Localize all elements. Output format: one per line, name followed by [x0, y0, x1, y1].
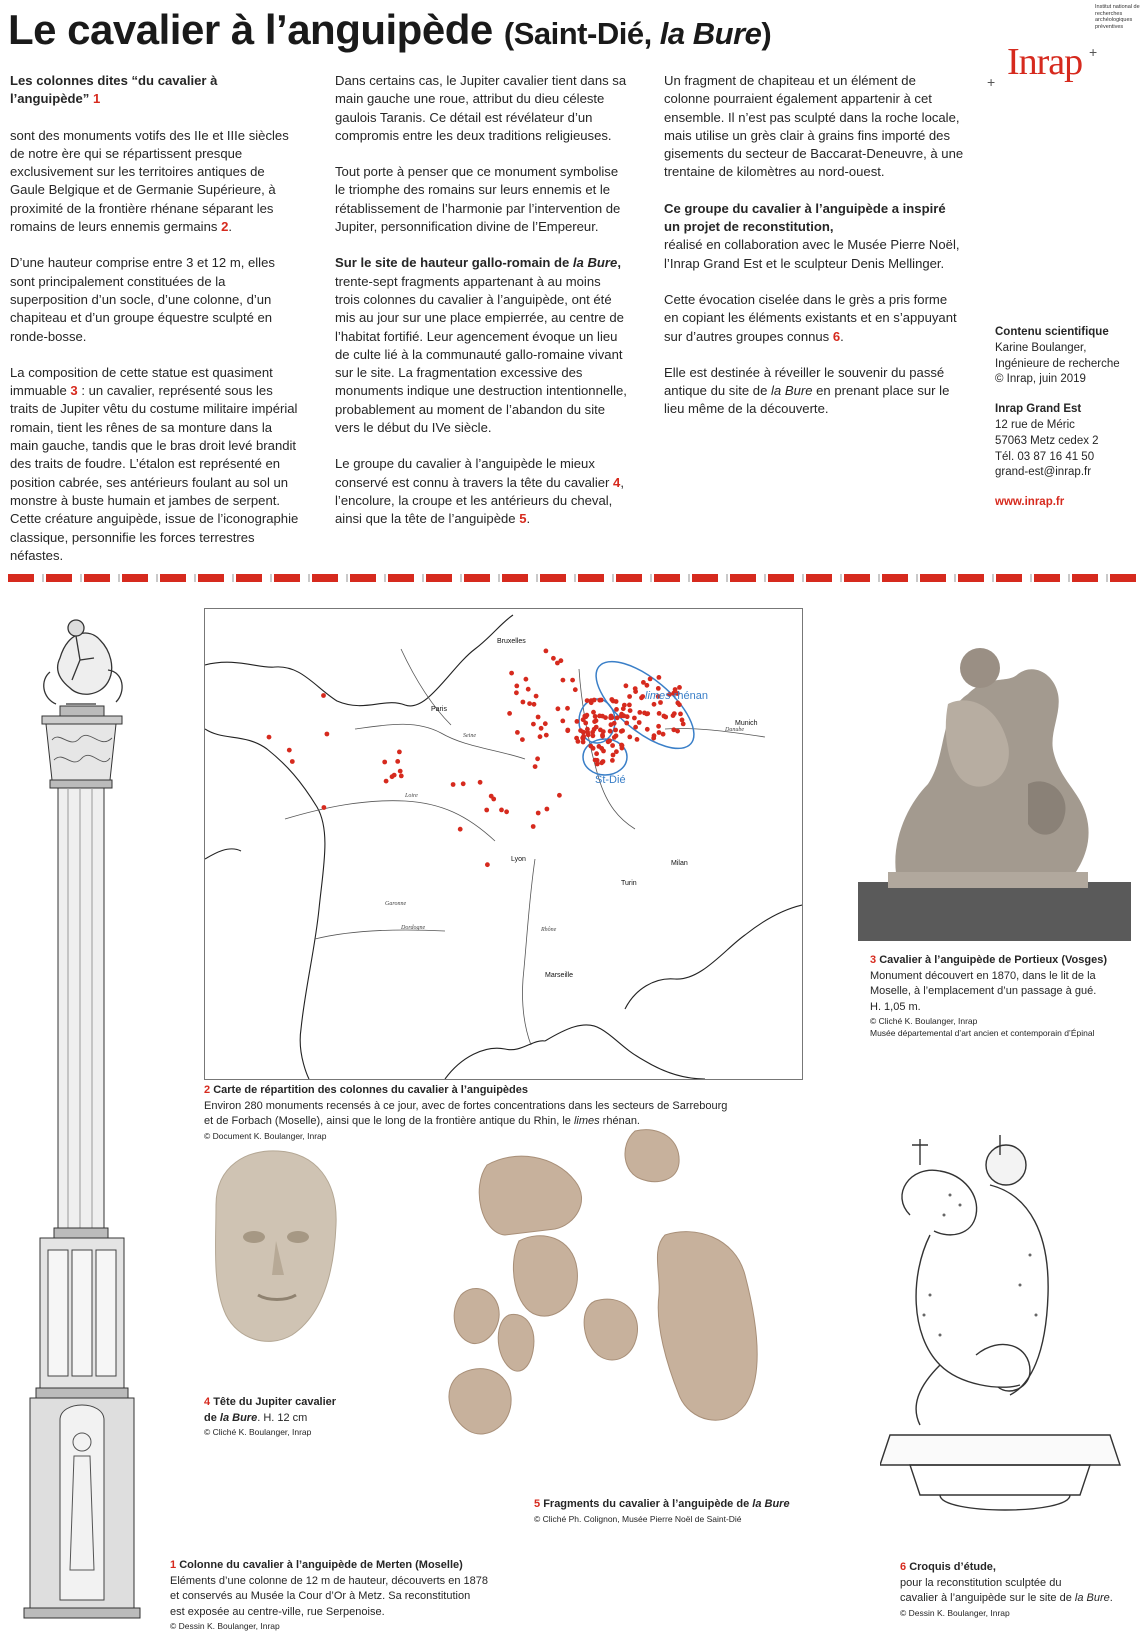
title-location: (Saint-Dié, la Bure)	[503, 16, 772, 51]
column-drawing	[20, 610, 142, 1620]
find-spot-dot	[539, 726, 544, 731]
find-spot-dot	[601, 759, 606, 764]
coastline	[445, 1041, 545, 1079]
find-spot-dot	[624, 721, 629, 726]
text-column-3	[664, 72, 964, 437]
find-spot-dot	[625, 714, 630, 719]
find-spot-dot	[514, 684, 519, 689]
find-spot-dot	[627, 735, 632, 740]
map-city-label: Marseille	[545, 972, 574, 979]
paragraph: Sur le site de hauteur gallo-romain de la Bure, trente-sept fragments appartenant à au moins trois colonnes du cavalier à l’anguipède, ont été mis au jour sur une place empierrée, au centre de l’habitat fortifié. Leur agencement évoque un lieu de culte lié à la communauté gallo-romaine vivant sur le site. La fragmentation excessive des monuments indique une destruction intentionnelle, probablement au moment de l’abandon du site vers le début du IVe siècle.	[335, 255, 627, 436]
find-spot-dot	[613, 728, 618, 733]
find-spot-dot	[609, 714, 614, 719]
map-river-label: Rhône	[541, 927, 557, 933]
find-spot-dot	[561, 678, 566, 683]
find-spot-dot	[624, 683, 629, 688]
logo-tagline: Institut national de recherches archéologiques préventives	[1095, 4, 1140, 30]
find-spot-dot	[642, 711, 647, 716]
find-spot-dot	[570, 678, 575, 683]
find-spot-dot	[565, 706, 570, 711]
find-spot-dot	[555, 661, 560, 666]
contact-address: Inrap Grand Est 12 rue de Méric 57063 Metz cedex 2 Tél. 03 87 16 41 50 grand-est@inrap.fr	[995, 403, 1099, 479]
find-spot-dot	[581, 730, 586, 735]
find-spot-dot	[661, 732, 666, 737]
find-spot-dot	[509, 671, 514, 676]
find-spot-dot	[652, 702, 657, 707]
title-main: Le cavalier à l’anguipède	[8, 6, 493, 53]
find-spot-dot	[533, 764, 538, 769]
find-spot-dot	[395, 759, 400, 764]
paragraph: Ce groupe du cavalier à l’anguipède a inspiré un projet de reconstitution, réalisé en collaboration avec le Musée Pierre Noël, l’Inrap Grand Est et le sculpteur Denis Mellinger.	[664, 200, 960, 271]
map-city-label: Munich	[735, 720, 758, 727]
limes-label: limes rhénan	[645, 690, 708, 702]
find-spot-dot	[534, 694, 539, 699]
map-city-label: Paris	[431, 706, 447, 713]
find-spot-dot	[521, 700, 526, 705]
find-spot-dot	[538, 734, 543, 739]
find-spot-dot	[671, 727, 676, 732]
caption-fragments: 5 Fragments du cavalier à l’anguipède de la Bure © Cliché Ph. Colignon, Musée Pierre Noël de Saint-Dié	[534, 1498, 790, 1524]
scientific-credit: Contenu scientifique Karine Boulanger, Ingénieure de recherche © Inrap, juin 2019	[995, 326, 1120, 386]
find-spot-dot	[322, 805, 327, 810]
find-spot-dot	[609, 697, 614, 702]
find-spot-dot	[585, 730, 590, 735]
find-spot-dot	[520, 737, 525, 742]
find-spot-dot	[645, 727, 650, 732]
map-river-label: Garonne	[385, 901, 407, 907]
find-spot-dot	[633, 725, 638, 730]
find-spot-dot	[592, 719, 597, 724]
inrap-logo	[985, 4, 1140, 94]
map-river-label: Loire	[405, 793, 418, 799]
caption-portieux: 3 Cavalier à l’anguipède de Portieux (Vosges) Monument découvert en 1870, dans le lit de la Moselle, à l’emplacement d’un passage à gué. H. 1,05 m. © Cliché K. Boulanger, Inrap Musée départemental d’art ancien et contemporain d’Épinal	[870, 954, 1107, 1038]
find-spot-dot	[628, 708, 633, 713]
intro-heading: Les colonnes dites “du cavalier à l’anguipède” 1	[10, 73, 218, 107]
paragraph: D’une hauteur comprise entre 3 et 12 m, elles sont principalement constituées de la superposition d’un socle, d’une colonne, d’un chapiteau et d’un groupe équestre sculpté en ronde-bosse.	[10, 255, 275, 344]
find-spot-dot	[545, 807, 550, 812]
find-spot-dot	[594, 751, 599, 756]
find-spot-dot	[615, 715, 620, 720]
find-spot-dot	[382, 760, 387, 765]
map-city-label: Milan	[671, 860, 688, 867]
find-spot-dot	[633, 689, 638, 694]
find-spot-dot	[575, 719, 580, 724]
river-line	[355, 724, 525, 759]
study-sketch	[880, 1135, 1130, 1535]
plus-mark-icon: +	[1089, 44, 1098, 60]
find-spot-dot	[290, 759, 295, 764]
find-spot-dot	[598, 728, 603, 733]
email-link[interactable]: grand-est@inrap.fr	[995, 466, 1092, 479]
find-spot-dot	[557, 793, 562, 798]
find-spot-dot	[556, 706, 561, 711]
find-spot-dot	[504, 809, 509, 814]
paragraph: La composition de cette statue est quasiment immuable 3 : un cavalier, représenté sous les traits de Jupiter vêtu du costume militaire impérial romain, tient les rênes de sa monture dans la main gauche, tandis que le bras droit levé brandit des traits de foudre. L’étalon est représenté en position cabrée, ses antérieurs foulant au sol un monstre à buste humain et jambes de serpent. Cette créature anguipède, issue de l’iconographie classique, personnifie les forces terrestres néfastes.	[10, 364, 299, 563]
find-spot-dot	[531, 722, 536, 727]
find-spot-dot	[581, 734, 586, 739]
find-spot-dot	[574, 736, 579, 741]
paragraph: Dans certains cas, le Jupiter cavalier tient dans sa main gauche une roue, attribut du dieu céleste gaulois Taranis. Ce détail est révélateur d’un compromis entre les deux traditions religieuses.	[335, 73, 627, 143]
find-spot-dot	[484, 808, 489, 813]
find-spot-dot	[614, 707, 619, 712]
river-line	[315, 930, 445, 939]
find-spot-dot	[614, 749, 619, 754]
find-spot-dot	[591, 710, 596, 715]
find-spot-dot	[672, 711, 677, 716]
plus-mark-icon: +	[987, 74, 996, 90]
find-spot-dot	[593, 714, 598, 719]
find-spot-dot	[287, 748, 292, 753]
find-spot-dot	[397, 750, 402, 755]
find-spot-dot	[619, 714, 624, 719]
find-spot-dot	[612, 735, 617, 740]
find-spot-dot	[536, 811, 541, 816]
caption-sketch: 6 Croquis d’étude, pour la reconstitution sculptée du cavalier à l’anguipède sur le site de la Bure. © Dessin K. Boulanger, Inrap	[900, 1561, 1113, 1618]
find-spot-dot	[663, 715, 668, 720]
find-spot-dot	[620, 746, 625, 751]
find-spot-dot	[600, 714, 605, 719]
find-spot-dot	[551, 656, 556, 661]
find-spot-dot	[635, 737, 640, 742]
find-spot-dot	[515, 730, 520, 735]
logo-wordmark: Inrap	[1007, 41, 1083, 83]
paragraph: Cette évocation ciselée dans le grès a pris forme en copiant les éléments existants et en s’appuyant sur d’autres groupes connus 6.	[664, 291, 957, 344]
paragraph: Elle est destinée à réveiller le souvenir du passé antique du site de la Bure en prenant place sur le lieu même de la découverte.	[664, 364, 950, 417]
website-link[interactable]: www.inrap.fr	[995, 496, 1065, 509]
map-city-label: Lyon	[511, 856, 526, 863]
find-spot-dot	[606, 739, 611, 744]
find-spot-dot	[532, 702, 537, 707]
portieux-statue-photo	[858, 634, 1131, 941]
find-spot-dot	[648, 677, 653, 682]
map-city-label: Bruxelles	[497, 638, 526, 645]
find-spot-dot	[599, 746, 604, 751]
coastline	[625, 905, 802, 1009]
page-title	[8, 6, 771, 54]
paragraph: Le groupe du cavalier à l’anguipède le mieux conservé est connu à travers la tête du cavalier 4, l’encolure, la croupe et les antérieurs du cheval, ainsi que la tête de l’anguipède 5.	[335, 456, 624, 527]
find-spot-dot	[645, 683, 650, 688]
distribution-map	[204, 608, 803, 1080]
find-spot-dot	[543, 721, 548, 726]
find-spot-dot	[591, 746, 596, 751]
map-river-label: Dordogne	[401, 925, 426, 931]
st-die-label: St-Dié	[595, 774, 626, 786]
river-line	[522, 859, 535, 1045]
find-spot-dot	[535, 756, 540, 761]
find-spot-dot	[592, 698, 597, 703]
find-spot-dot	[491, 797, 496, 802]
caption-map: 2 Carte de répartition des colonnes du cavalier à l’anguipèdes Environ 280 monuments recensés à ce jour, avec de fortes concentrations dans les secteurs de Sarrebourg et de Forbach (Moselle), ainsi que le long de la frontière antique du Rhin, le limes rhénan. © Document K. Boulanger, Inrap	[204, 1084, 728, 1141]
find-spot-dot	[560, 719, 565, 724]
find-spot-dot	[610, 758, 615, 763]
paragraph: Un fragment de chapiteau et un élément de colonne pourraient également appartenir à cet ensemble. Il n’est pas sculpté dans la roche locale, mais utilise un grès clair à grains fins importé des gisements du secteur de Baccarat-Deneuvre, à une trentaine de kilomètres au nord-ouest.	[664, 73, 964, 180]
find-spot-dot	[619, 729, 624, 734]
paragraph: Tout porte à penser que ce monument symbolise le triomphe des romains sur leurs ennemis et le rétablissement de l’harmonie par l’intervention de Jupiter, personnification divine de l’Empereur.	[335, 164, 621, 235]
find-spot-dot	[458, 827, 463, 832]
find-spot-dot	[582, 714, 587, 719]
find-spot-dot	[531, 824, 536, 829]
find-spot-dot	[321, 693, 326, 698]
map-river-label: Danube	[725, 727, 744, 733]
find-spot-dot	[485, 862, 490, 867]
find-spot-dot	[680, 718, 685, 723]
find-spot-dot	[678, 712, 683, 717]
find-spot-dot	[514, 690, 519, 695]
find-spot-dot	[656, 724, 661, 729]
find-spot-dot	[621, 706, 626, 711]
fragments-photo	[445, 1125, 805, 1445]
find-spot-dot	[657, 730, 662, 735]
river-line	[579, 669, 635, 829]
find-spot-dot	[527, 701, 532, 706]
find-spot-dot	[565, 728, 570, 733]
find-spot-dot	[461, 781, 466, 786]
find-spot-dot	[524, 677, 529, 682]
find-spot-dot	[399, 774, 404, 779]
coastline	[205, 615, 513, 706]
find-spot-dot	[451, 782, 456, 787]
find-spot-dot	[544, 733, 549, 738]
find-spot-dot	[384, 779, 389, 784]
find-spot-dot	[632, 716, 637, 721]
find-spot-dot	[583, 721, 588, 726]
find-spot-dot	[325, 732, 330, 737]
find-spot-dot	[612, 721, 617, 726]
find-spot-dot	[637, 710, 642, 715]
find-spot-dot	[507, 711, 512, 716]
find-spot-dot	[608, 729, 613, 734]
find-spot-dot	[573, 687, 578, 692]
find-spot-dot	[595, 762, 600, 767]
map-outline	[205, 609, 802, 1079]
caption-head: 4 Tête du Jupiter cavalier de la Bure. H. 12 cm © Cliché K. Boulanger, Inrap	[204, 1396, 337, 1437]
coastline	[545, 1025, 705, 1079]
find-spot-dot	[267, 735, 272, 740]
find-spot-dot	[398, 769, 403, 774]
map-city-label: Turin	[621, 880, 637, 887]
credits-block	[995, 325, 1140, 511]
find-spot-dot	[591, 733, 596, 738]
coastline	[205, 849, 241, 859]
dashed-divider	[8, 574, 1138, 582]
find-spot-dot	[652, 733, 657, 738]
caption-column: 1 Colonne du cavalier à l’anguipède de Merten (Moselle) Eléments d’une colonne de 12 m de hauteur, découverts en 1878 et conservés au Musée la Cour d’Or à Metz. Sa reconstitution est exposée au centre-ville, rue Serpenoise. © Dessin K. Boulanger, Inrap	[170, 1559, 489, 1631]
find-spot-dot	[392, 773, 397, 778]
find-spot-dot	[637, 720, 642, 725]
text-column-2	[335, 72, 629, 547]
find-spots	[267, 649, 686, 868]
coastline	[205, 729, 325, 1079]
find-spot-dot	[657, 675, 662, 680]
river-line	[665, 728, 765, 737]
find-spot-dot	[627, 694, 632, 699]
jupiter-head-photo	[198, 1145, 348, 1345]
find-spot-dot	[536, 715, 541, 720]
find-spot-dot	[585, 698, 590, 703]
find-spot-dot	[657, 711, 662, 716]
text-column-1	[10, 72, 300, 583]
find-spot-dot	[610, 743, 615, 748]
river-line	[401, 649, 451, 725]
find-spot-dot	[627, 703, 632, 708]
statue-illustration	[858, 634, 1131, 941]
find-spot-dot	[526, 687, 531, 692]
find-spot-dot	[544, 649, 549, 654]
find-spot-dot	[597, 698, 602, 703]
find-spot-dot	[592, 727, 597, 732]
find-spot-dot	[499, 808, 504, 813]
map-river-label: Seine	[463, 733, 476, 739]
paragraph: sont des monuments votifs des IIe et IIIe siècles de notre ère qui se répartissent presque exclusivement sur les territoires antiques de Gaule Belgique et de Germanie Supérieure, à proximité de la frontière rhénane séparant les romains de leurs ennemis germains 2.	[10, 127, 289, 235]
find-spot-dot	[478, 780, 483, 785]
